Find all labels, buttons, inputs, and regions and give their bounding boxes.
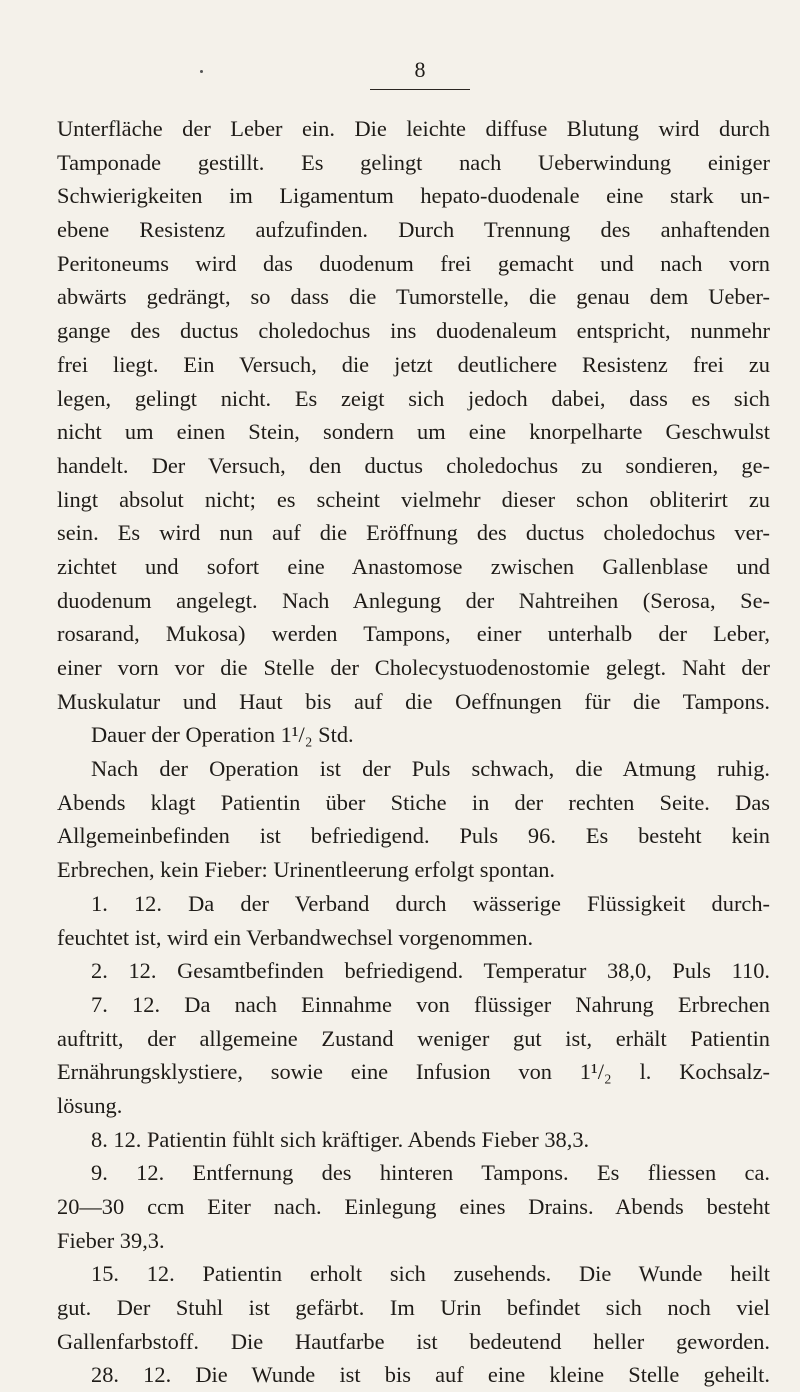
text-line: Peritoneums wird das duodenum frei gemacht und nach vorn <box>57 250 770 276</box>
text-line: Tamponade gestillt. Es gelingt nach Ueberwindung einiger <box>57 149 770 175</box>
text-line: Nach der Operation ist der Puls schwach, die Atmung ruhig. <box>91 756 770 782</box>
text-line: Ernährungsklystiere, sowie eine Infusion von 1¹/₂ l. Kochsalz- <box>57 1059 770 1085</box>
text-line: gut. Der Stuhl ist gefärbt. Im Urin befindet sich noch viel <box>57 1295 770 1321</box>
print-speck <box>200 70 203 73</box>
text-line: nicht um einen Stein, sondern um eine knorpelharte Geschwulst <box>57 419 770 445</box>
text-line: frei liegt. Ein Versuch, die jetzt deutlichere Resistenz frei zu <box>57 351 770 377</box>
text-line: Abends klagt Patientin über Stiche in der rechten Seite. Das <box>57 789 770 815</box>
text-line: zichtet und sofort eine Anastomose zwischen Gallenblase und <box>57 553 770 579</box>
text-line: feuchtet ist, wird ein Verbandwechsel vorgenommen. <box>57 924 534 950</box>
text-line: Fieber 39,3. <box>57 1227 165 1253</box>
text-line: einer vorn vor die Stelle der Cholecystuodenostomie gelegt. Naht der <box>57 655 770 680</box>
text-line: ebene Resistenz aufzufinden. Durch Trennung des anhaftenden <box>57 217 770 243</box>
header-rule <box>370 89 470 90</box>
text-line: Gallenfarbstoff. Die Hautfarbe ist bedeutend heller geworden. <box>57 1328 770 1354</box>
text-line: Allgemeinbefinden ist befriedigend. Puls 96. Es besteht kein <box>57 823 770 849</box>
text-line: auftritt, der allgemeine Zustand weniger gut ist, erhält Patientin <box>57 1025 770 1051</box>
text-line: 7. 12. Da nach Einnahme von flüssiger Nahrung Erbrechen <box>91 991 770 1017</box>
text-line: Schwierigkeiten im Ligamentum hepato-duodenale eine stark un- <box>57 183 770 209</box>
text-line: Unterfläche der Leber ein. Die leichte diffuse Blutung wird durch <box>57 116 770 141</box>
text-line: duodenum angelegt. Nach Anlegung der Nahtreihen (Serosa, Se- <box>57 587 770 613</box>
text-line: 20—30 ccm Eiter nach. Einlegung eines Drains. Abends besteht <box>57 1194 770 1219</box>
text-line: 2. 12. Gesamtbefinden befriedigend. Temperatur 38,0, Puls 110. <box>91 958 770 984</box>
text-line: 15. 12. Patientin erholt sich zusehends. Die Wunde heilt <box>91 1261 770 1287</box>
page-number: 8 <box>414 57 426 82</box>
text-line: lingt absolut nicht; es scheint vielmehr dieser schon obliterirt zu <box>57 486 770 512</box>
body-text <box>57 112 770 1392</box>
text-line: Erbrechen, kein Fieber: Urinentleerung erfolgt spontan. <box>57 857 556 883</box>
text-line: 9. 12. Entfernung des hinteren Tampons. Es fliessen ca. <box>91 1160 770 1186</box>
text-line: gange des ductus choledochus ins duodenaleum entspricht, nunmehr <box>57 318 770 344</box>
text-line: 1. 12. Da der Verband durch wässerige Flüssigkeit durch- <box>91 890 770 916</box>
text-line: legen, gelingt nicht. Es zeigt sich jedoch dabei, dass es sich <box>57 385 770 411</box>
text-line: abwärts gedrängt, so dass die Tumorstelle, die genau dem Ueber- <box>57 284 770 310</box>
text-line: 8. 12. Patientin fühlt sich kräftiger. Abends Fieber 38,3. <box>91 1126 590 1152</box>
text-line: Dauer der Operation 1¹/₂ Std. <box>91 722 354 748</box>
text-line: 28. 12. Die Wunde ist bis auf eine kleine Stelle geheilt. <box>91 1362 770 1388</box>
text-line: handelt. Der Versuch, den ductus choledochus zu sondieren, ge- <box>57 452 770 478</box>
text-line: sein. Es wird nun auf die Eröffnung des ductus choledochus ver- <box>57 520 770 546</box>
text-line: rosarand, Mukosa) werden Tampons, einer unterhalb der Leber, <box>57 621 770 647</box>
text-line: lösung. <box>57 1092 123 1118</box>
text-line: Muskulatur und Haut bis auf die Oeffnungen für die Tampons. <box>57 688 770 714</box>
